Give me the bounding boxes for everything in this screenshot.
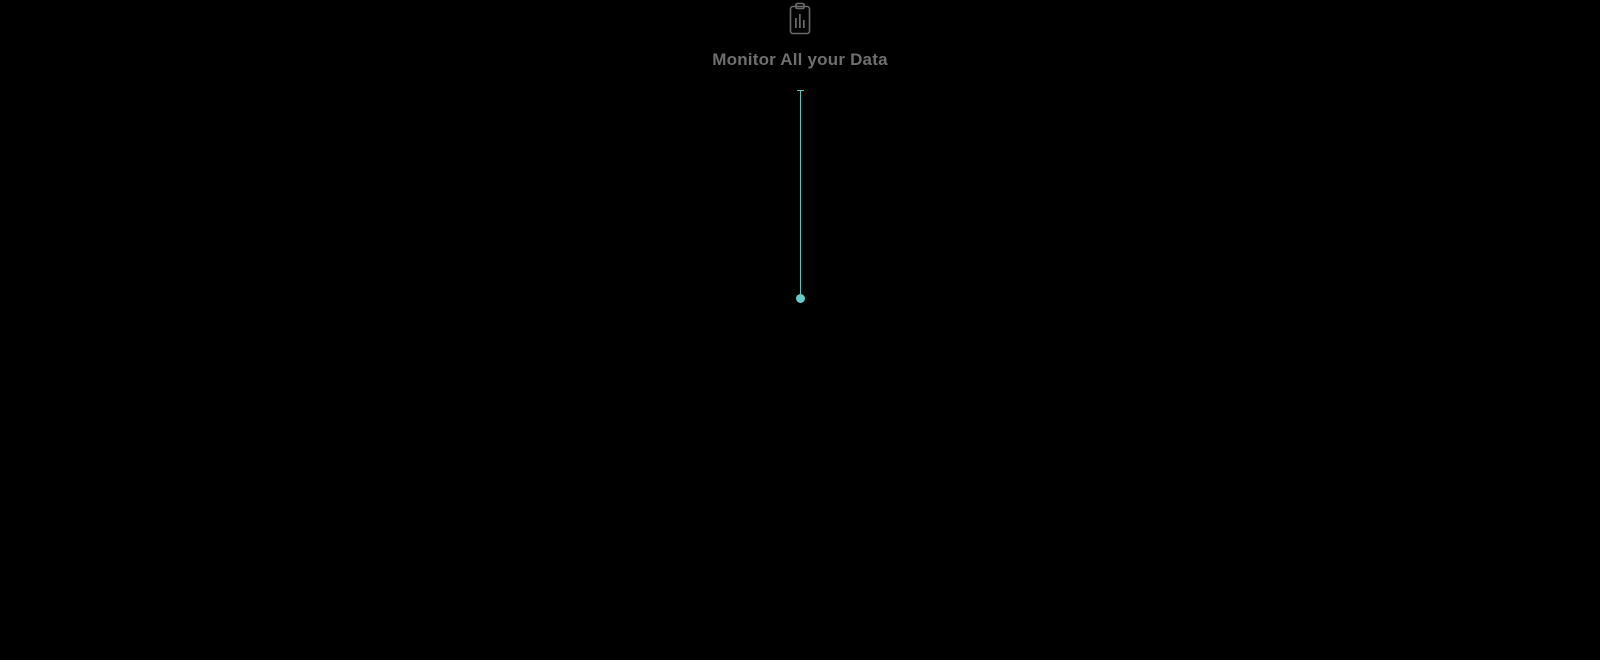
node-dot[interactable] bbox=[796, 294, 805, 303]
page-title: Monitor All your Data bbox=[712, 50, 888, 69]
vertical-connector bbox=[800, 90, 801, 298]
connector-line bbox=[800, 90, 801, 298]
clipboard-bar-chart-icon bbox=[783, 2, 817, 38]
hero-section bbox=[0, 0, 1600, 70]
